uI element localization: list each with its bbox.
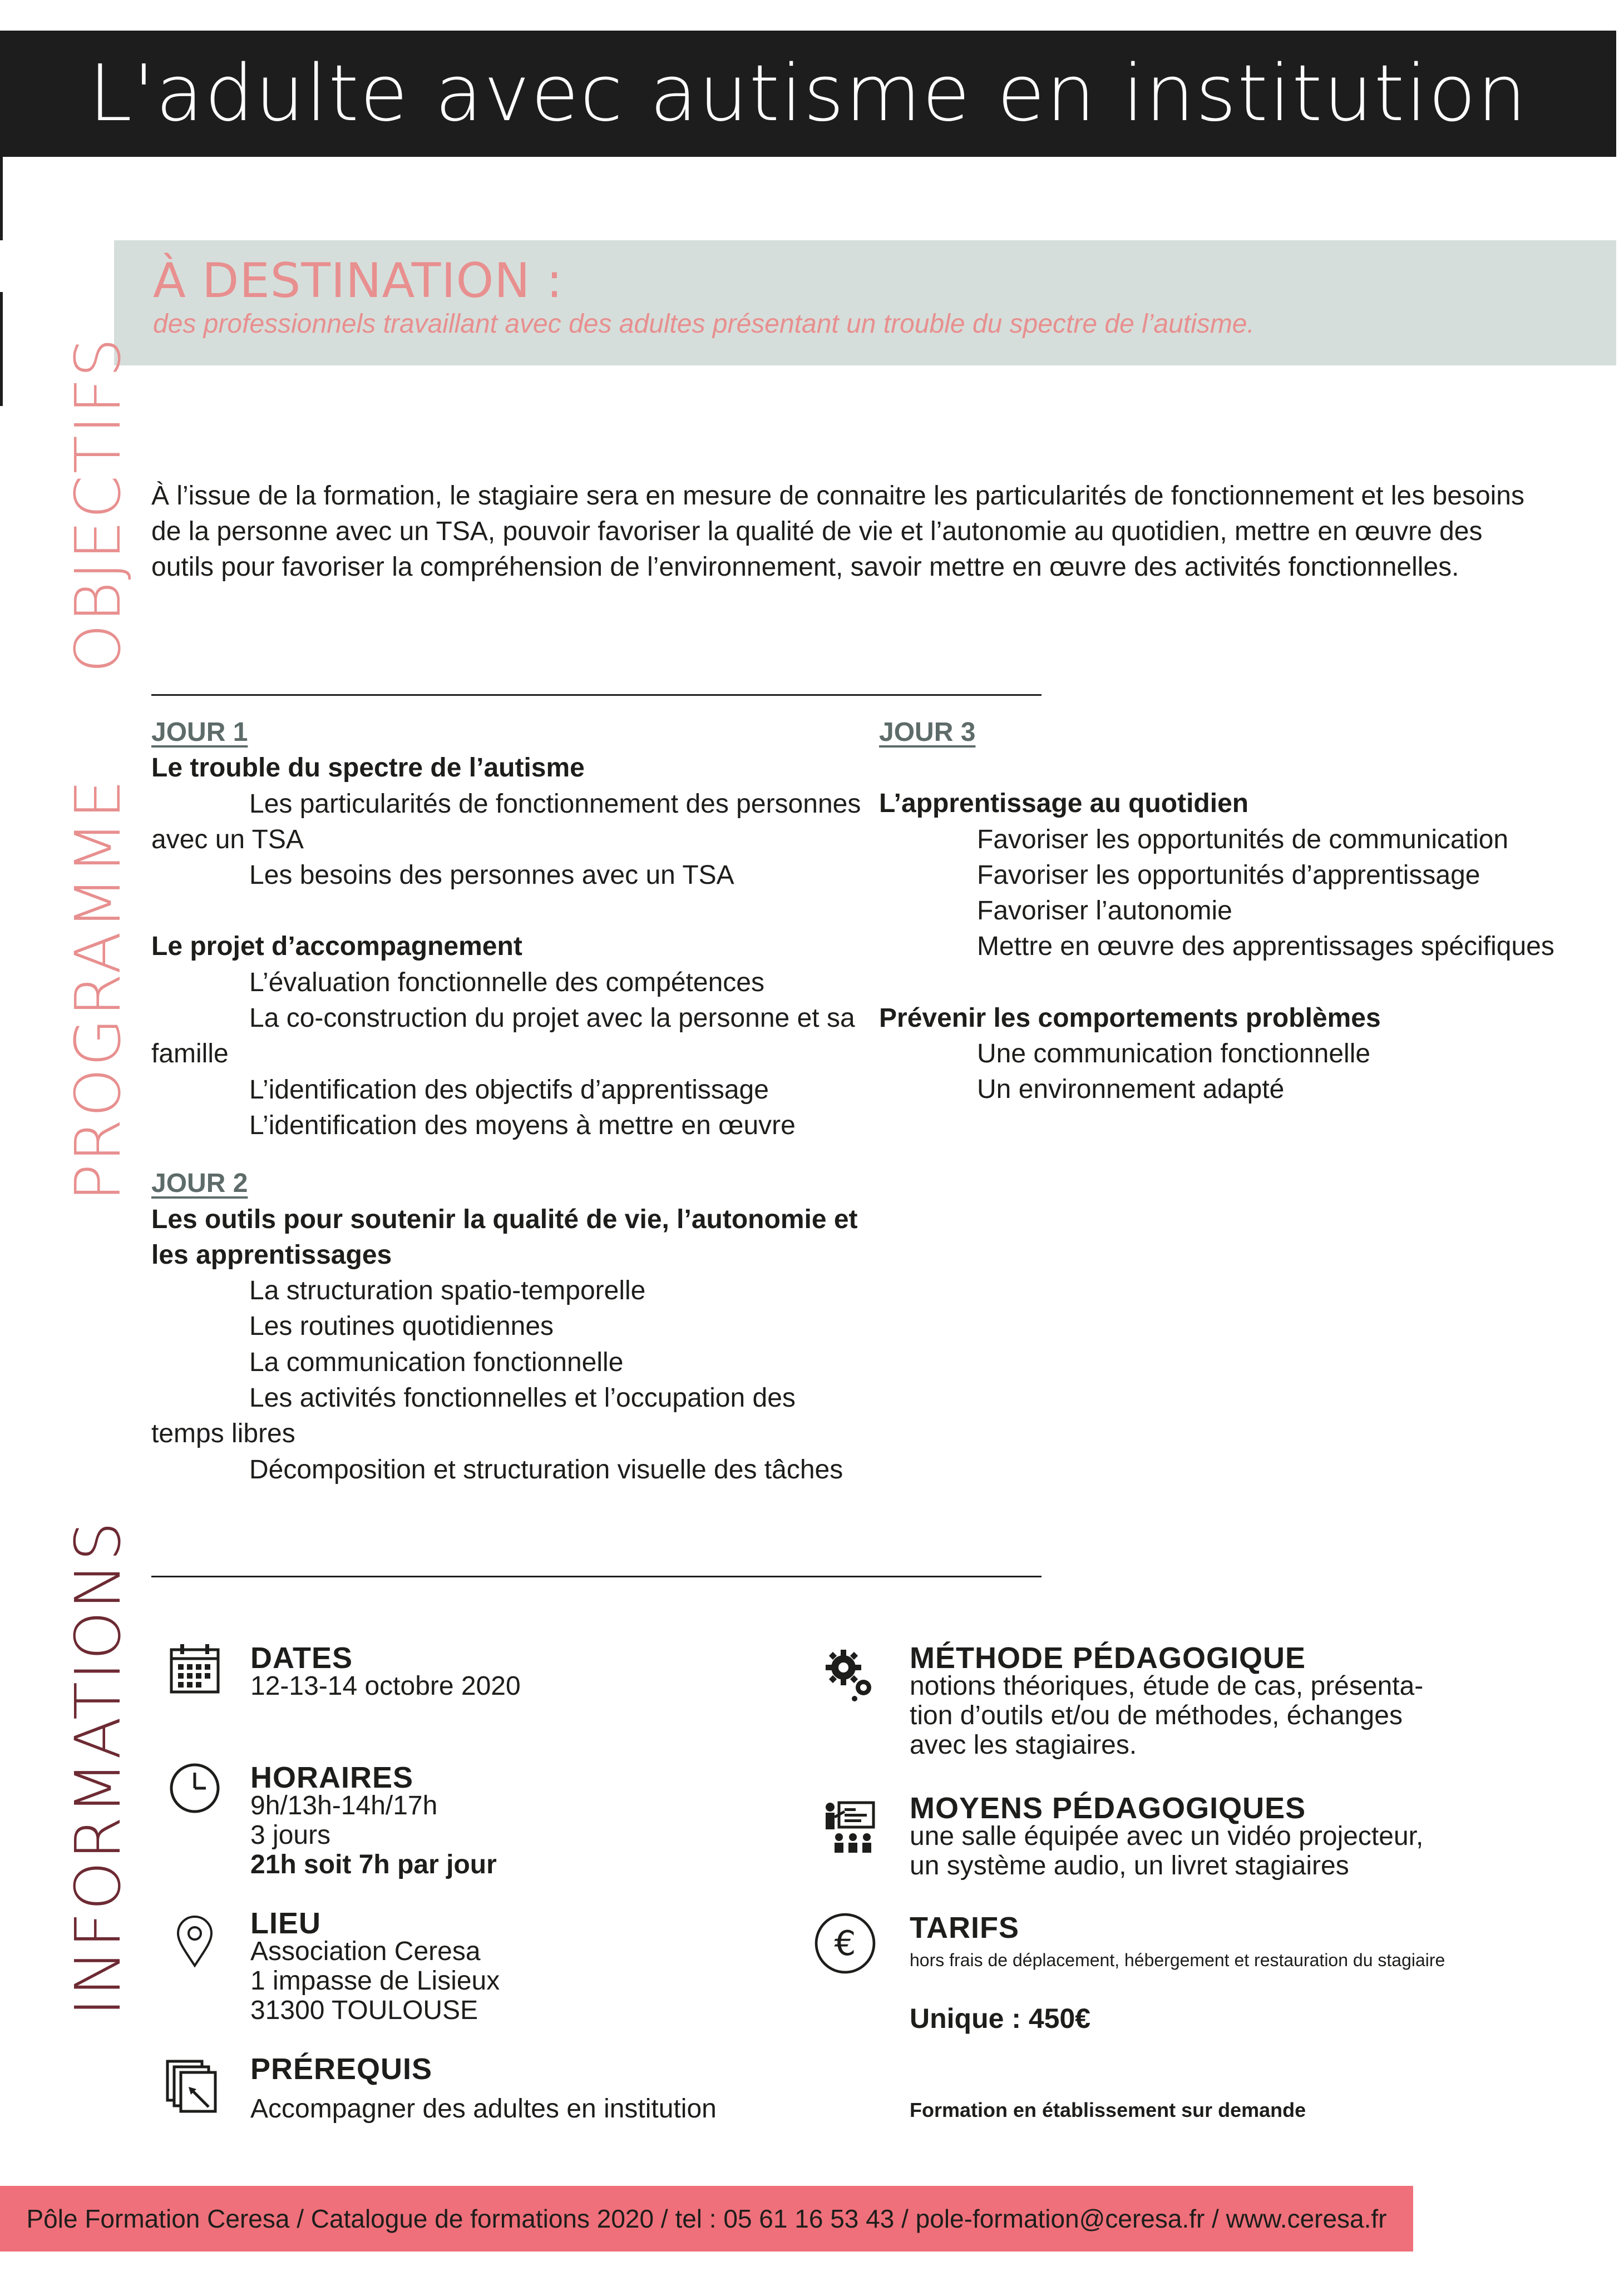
methode-line: tion d’outils et/ou de méthodes, échanges [910, 1701, 1403, 1730]
gears-icon [823, 1646, 879, 1702]
programme-left-column [151, 715, 869, 1488]
tarifs-extra: Formation en établissement sur demande [910, 2099, 1306, 2121]
horaires-title: HORAIRES [250, 1761, 414, 1794]
svg-text:€: € [834, 1924, 856, 1964]
left-edge-line [0, 157, 3, 240]
program-heading: Prévenir les comportements problèmes [879, 1003, 1381, 1033]
program-item: Mettre en œuvre des apprentissages spécifiques [977, 932, 1554, 962]
tarifs-note: hors frais de déplacement, hébergement et restauration du stagiaire [910, 1950, 1445, 1970]
location-pin-icon [167, 1913, 223, 1969]
footer-text: Pôle Formation Ceresa / Catalogue de formations 2020 / tel : 05 61 16 53 43 / pole-formation@ceresa.fr / www.ceresa.fr [26, 2204, 1387, 2233]
calendar-icon [167, 1641, 223, 1696]
lieu-line: Association Ceresa [250, 1937, 481, 1966]
divider [151, 1576, 1041, 1577]
program-item: La co-construction du projet avec la personne et sa famille [151, 1003, 855, 1069]
left-edge-line-2 [0, 292, 3, 406]
program-heading: L’apprentissage au quotidien [879, 789, 1249, 819]
destination-title: À DESTINATION : [153, 253, 563, 309]
program-item: L’identification des moyens à mettre en œuvre [249, 1110, 796, 1140]
lieu-line: 31300 TOULOUSE [250, 1996, 478, 2025]
tarifs-title: TARIFS [910, 1911, 1019, 1944]
prerequis-value: Accompagner des adultes en institution [250, 2094, 717, 2124]
program-item: Décomposition et structuration visuelle des tâches [249, 1454, 843, 1485]
clock-icon [167, 1760, 223, 1816]
horaires-line: 3 jours [250, 1820, 331, 1850]
day-label-1: JOUR 1 [151, 718, 248, 747]
day-label-2: JOUR 2 [151, 1169, 248, 1199]
program-item: L’identification des objectifs d’apprentissage [249, 1075, 769, 1105]
program-item: Les activités fonctionnelles et l’occupation des temps libres [151, 1383, 796, 1449]
program-item: Un environnement adapté [977, 1075, 1285, 1105]
program-item: Favoriser les opportunités d’apprentissage [977, 860, 1480, 890]
moyens-line: une salle équipée avec un vidéo projecteur, [910, 1822, 1424, 1851]
lieu-line: 1 impasse de Lisieux [250, 1966, 500, 1996]
dates-value: 12-13-14 octobre 2020 [250, 1671, 521, 1701]
programme-right-column [879, 715, 1613, 1108]
prerequis-title: PRÉREQUIS [250, 2052, 433, 2086]
methode-title: MÉTHODE PÉDAGOGIQUE [910, 1641, 1306, 1675]
tarifs-price: Unique : 450€ [910, 2003, 1091, 2034]
program-item: Favoriser l’autonomie [977, 896, 1232, 926]
program-heading: Le projet d’accompagnement [151, 932, 522, 962]
euro-icon [812, 1911, 878, 1976]
destination-subtitle: des professionnels travaillant avec des adultes présentant un trouble du spectre de l’autisme. [153, 309, 1255, 339]
presentation-icon [822, 1799, 878, 1855]
program-item: Les routines quotidiennes [249, 1312, 554, 1342]
page-title: L'adulte avec autisme en institution [88, 48, 1528, 139]
section-label-programme: PROGRAMME [62, 778, 135, 1201]
program-heading: Le trouble du spectre de l’autisme [151, 753, 585, 783]
documents-icon [164, 2058, 220, 2114]
program-item: La structuration spatio-temporelle [249, 1276, 646, 1306]
divider [151, 694, 1041, 696]
day-label-3: JOUR 3 [879, 718, 976, 747]
methode-line: notions théoriques, étude de cas, présenta- [910, 1671, 1424, 1701]
section-label-informations: INFORMATIONS [62, 1520, 135, 2016]
horaires-line: 21h soit 7h par jour [250, 1850, 497, 1879]
lieu-title: LIEU [250, 1907, 322, 1940]
program-item: L’évaluation fonctionnelle des compétences [249, 967, 764, 997]
program-item: Favoriser les opportunités de communication [977, 824, 1509, 854]
dates-title: DATES [250, 1641, 353, 1675]
program-item: Les besoins des personnes avec un TSA [249, 860, 734, 890]
horaires-line: 9h/13h-14h/17h [250, 1791, 438, 1820]
program-heading: Les outils pour soutenir la qualité de vie, l’autonomie et les apprentissages [151, 1204, 858, 1270]
section-label-objectifs: OBJECTIFS [62, 336, 135, 673]
objectifs-text: À l’issue de la formation, le stagiaire sera en mesure de connaitre les particularités de fonctionnement et les besoins de la personne avec un TSA, pouvoir favoriser la qualité de vie et l’autonomie au quotidien, mettre en œuvre des outils pour favoriser la compréhension de l’environnement, savoir mettre en œuvre des activités fonctionnelles. [151, 481, 1524, 582]
program-item: Une communication fonctionnelle [977, 1039, 1371, 1069]
program-item: Les particularités de fonctionnement des personnes avec un TSA [151, 789, 861, 854]
moyens-line: un système audio, un livret stagiaires [910, 1851, 1349, 1881]
methode-line: avec les stagiaires. [910, 1730, 1137, 1760]
program-item: La communication fonctionnelle [249, 1347, 624, 1377]
moyens-title: MOYENS PÉDAGOGIQUES [910, 1792, 1306, 1825]
